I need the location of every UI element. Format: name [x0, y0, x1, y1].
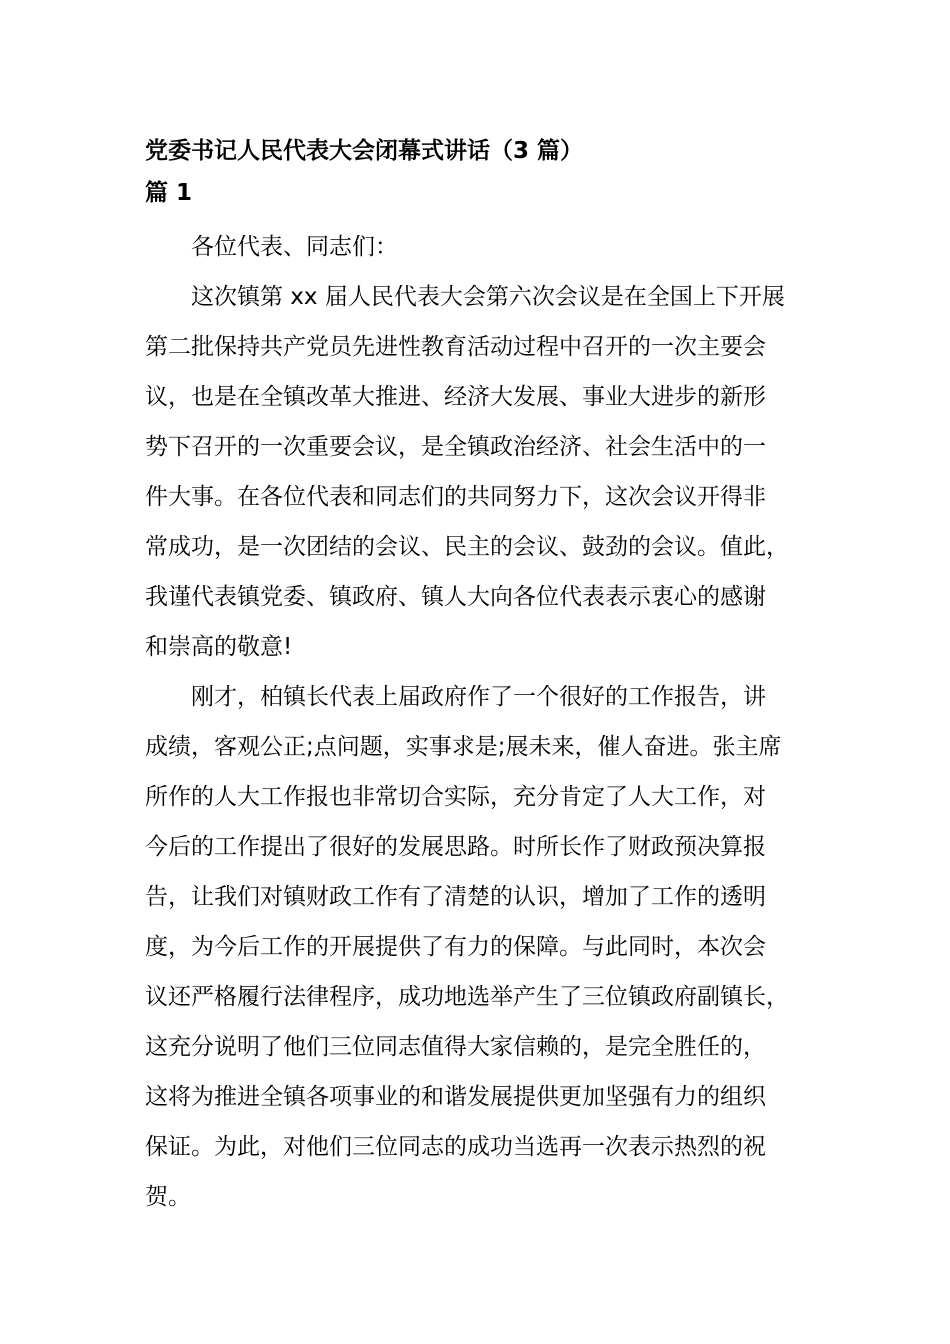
text-line: 我谨代表镇党委、镇政府、镇人大向各位代表表示衷心的感谢	[145, 584, 766, 610]
paragraph	[145, 672, 815, 1222]
text-line: 势下召开的一次重要会议，是全镇政治经济、社会生活中的一	[145, 434, 766, 460]
text-line: 常成功，是一次团结的会议、民主的会议、鼓劲的会议。值此，	[145, 534, 789, 560]
text-line: 这将为推进全镇各项事业的和谐发展提供更加坚强有力的组织	[145, 1084, 766, 1110]
document-title: 党委书记人民代表大会闭幕式讲话（3 篇）	[145, 138, 584, 164]
text-line: 议还严格履行法律程序，成功地选举产生了三位镇政府副镇长，	[145, 984, 789, 1010]
paragraph	[145, 222, 815, 272]
document-page	[145, 130, 815, 1222]
section-heading: 篇 1	[145, 180, 193, 206]
text-line: 各位代表、同志们：	[191, 234, 398, 260]
text-line: 告，让我们对镇财政工作有了清楚的认识，增加了工作的透明	[145, 884, 766, 910]
text-line: 刚才，柏镇长代表上届政府作了一个很好的工作报告，讲	[191, 684, 766, 710]
text-line: 件大事。在各位代表和同志们的共同努力下，这次会议开得非	[145, 484, 766, 510]
document-body	[145, 222, 815, 1222]
text-line: 这充分说明了他们三位同志值得大家信赖的，是完全胜任的，	[145, 1034, 766, 1060]
text-line: 保证。为此，对他们三位同志的成功当选再一次表示热烈的祝	[145, 1134, 766, 1160]
text-line: 度，为今后工作的开展提供了有力的保障。与此同时，本次会	[145, 934, 766, 960]
text-line: 所作的人大工作报也非常切合实际，充分肯定了人大工作，对	[145, 784, 766, 810]
text-line: 这次镇第 xx 届人民代表大会第六次会议是在全国上下开展	[191, 284, 785, 310]
text-line: 成绩，客观公正;点问题，实事求是;展未来，催人奋进。张主席	[145, 734, 782, 760]
paragraph	[145, 272, 815, 672]
text-line: 和崇高的敬意!	[145, 634, 293, 660]
text-line: 议，也是在全镇改革大推进、经济大发展、事业大进步的新形	[145, 384, 766, 410]
text-line: 贺。	[145, 1184, 191, 1210]
text-line: 第二批保持共产党员先进性教育活动过程中召开的一次主要会	[145, 334, 766, 360]
text-line: 今后的工作提出了很好的发展思路。时所长作了财政预决算报	[145, 834, 766, 860]
